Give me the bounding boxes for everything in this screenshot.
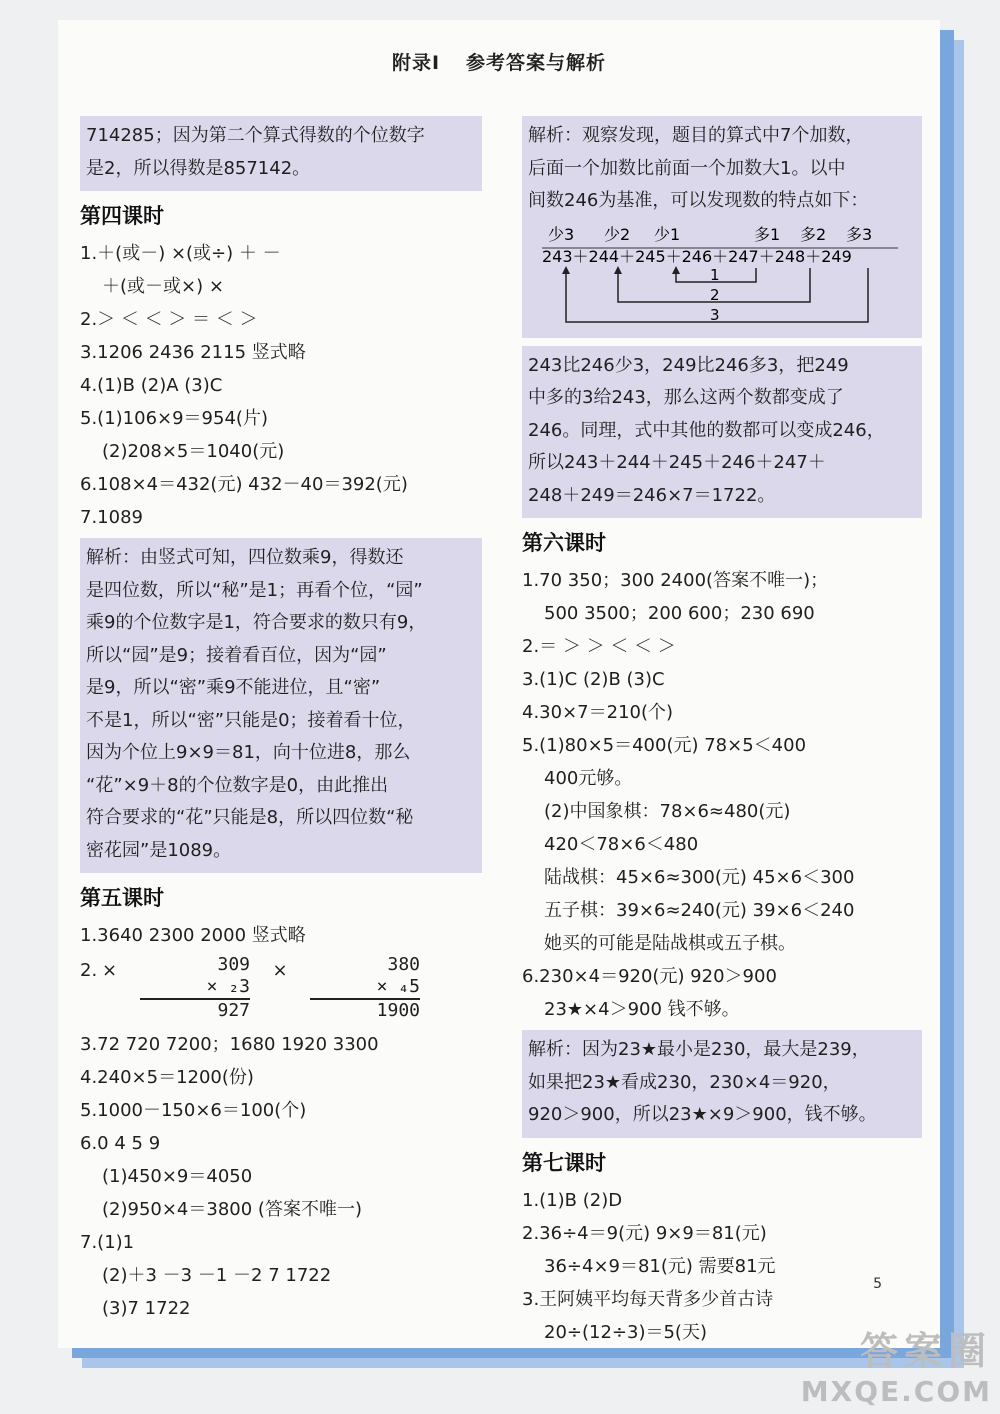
q2-label: 2.	[80, 960, 98, 981]
answer-line: 1.3640 2300 2000 竖式略	[80, 925, 306, 946]
answer-line: 3.72 720 7200；1680 1920 3300	[80, 1034, 379, 1055]
wrong-mark: ×	[272, 960, 288, 981]
page-number: 5	[873, 1276, 882, 1292]
diagram-num: 1	[710, 265, 720, 284]
multiplicand: 380	[387, 954, 420, 975]
answer-line: (2)＋3 －3 －1 －2 7 1722	[102, 1265, 332, 1286]
answer-line: 2.＝ ＞ ＞ ＜ ＜ ＞	[522, 636, 676, 657]
answer-line: 五子棋：39×6≈240(元) 39×6＜240	[544, 900, 855, 921]
text-line: 248＋249＝246×7＝1722。	[528, 484, 776, 506]
answer-line: 4.240×5＝1200(份)	[80, 1067, 254, 1088]
answer-line: 500 3500；200 600；230 690	[544, 603, 815, 624]
diagram-label: 少3	[548, 224, 575, 244]
answer-line: 3.(1)C (2)B (3)C	[522, 669, 665, 690]
answer-line: 陆战棋：45×6≈300(元) 45×6＜300	[544, 867, 855, 888]
text-line: 243比246少3，249比246多3，把249	[528, 354, 849, 376]
diagram-label: 多1	[754, 224, 781, 244]
text-line: 所以243＋244＋245＋246＋247＋	[528, 452, 826, 473]
text-line: 后面一个加数比前面一个加数大1。以中	[528, 157, 846, 179]
diagram-expression: 243＋244＋245＋246＋247＋248＋249	[542, 246, 852, 266]
right-column	[522, 112, 922, 1349]
text-line: 密花园”是1089。	[86, 839, 232, 861]
watermark-title: 答案圈	[859, 1329, 992, 1373]
analysis-box-sum	[522, 346, 922, 519]
diagram-num: 3	[710, 305, 720, 324]
vertical-multiplication-1	[140, 954, 250, 1022]
answer-line: (2)中国象棋：78×6≈480(元)	[544, 801, 791, 822]
text-line: 中多的3给243，那么这两个数都变成了	[528, 387, 844, 408]
vertical-multiplication-2	[310, 954, 420, 1022]
page-header	[58, 48, 940, 75]
multiplier: × ₂3	[140, 976, 250, 1000]
answer-line: 5.1000－150×6＝100(个)	[80, 1100, 307, 1121]
text-line: 符合要求的“花”只能是8，所以四位数“秘	[86, 807, 414, 828]
analysis-box-pattern	[522, 116, 922, 338]
text-line: 解析：观察发现，题目的算式中7个加数，	[528, 125, 864, 146]
analysis-box-lesson4	[80, 538, 482, 873]
answer-line: (1)450×9＝4050	[102, 1166, 253, 1187]
text-line: 所以“园”是9；接着看百位，因为“园”	[86, 644, 387, 666]
answer-line: 5.(1)106×9＝954(片)	[80, 408, 268, 429]
answer-line: 7.(1)1	[80, 1232, 135, 1253]
answer-line: 1.＋(或－) ×(或÷) ＋ －	[80, 243, 281, 264]
answer-line: 3.1206 2436 2115 竖式略	[80, 342, 306, 363]
answer-line: ＋(或－或×) ×	[102, 276, 224, 297]
answer-page	[58, 20, 940, 1348]
analysis-box-continued	[80, 116, 482, 191]
lesson-4-title: 第四课时	[80, 204, 164, 228]
text-line: 是9，所以“密”乘9不能进位，且“密”	[86, 677, 381, 698]
answer-line: (2)950×4＝3800 (答案不唯一)	[102, 1199, 362, 1220]
text-line: “花”×9＋8的个位数字是0，由此推出	[86, 774, 389, 796]
text-line: 解析：因为23★最小是230，最大是239，	[528, 1039, 870, 1060]
answer-line: 2.＞ ＜ ＜ ＞ ＝ ＜ ＞	[80, 309, 258, 330]
product: 1900	[376, 1000, 420, 1021]
lesson-6-title: 第六课时	[522, 531, 606, 555]
wrong-mark: ×	[102, 960, 118, 981]
answer-line: 5.(1)80×5＝400(元) 78×5＜400	[522, 735, 807, 756]
answer-line: 2.36÷4＝9(元) 9×9＝81(元)	[522, 1222, 767, 1244]
lesson-7-title: 第七课时	[522, 1150, 606, 1175]
text-line: 如果把23★看成230，230×4＝920，	[528, 1071, 841, 1093]
pairing-diagram	[528, 218, 916, 330]
answer-line: (2)208×5＝1040(元)	[102, 441, 285, 462]
diagram-label: 少1	[654, 224, 681, 244]
header-section: 附录Ⅰ	[391, 52, 441, 74]
text-line: 920＞900，所以23★×9＞900，钱不够。	[528, 1104, 877, 1125]
answer-line: 420＜78×6＜480	[544, 834, 699, 855]
watermark-url: MXQE.COM	[800, 1375, 992, 1408]
product: 927	[217, 1000, 250, 1021]
text-line: 乘9的个位数字是1，符合要求的数只有9，	[86, 612, 427, 633]
answer-line: 她买的可能是陆战棋或五子棋。	[544, 933, 796, 954]
vertical-multiplication-row	[80, 954, 482, 1022]
answer-line: 6.108×4＝432(元) 432－40＝392(元)	[80, 474, 408, 495]
diagram-label: 多2	[800, 224, 827, 244]
answer-line: 1.(1)B (2)D	[522, 1189, 623, 1211]
answer-line: 1.70 350；300 2400(答案不唯一)；	[522, 570, 829, 591]
header-title: 参考答案与解析	[466, 52, 607, 74]
site-watermark	[801, 1320, 992, 1408]
answer-line: 23★×4＞900 钱不够。	[544, 999, 740, 1020]
diagram-num: 2	[710, 285, 720, 304]
text-line: 714285；因为第二个算式得数的个位数字	[86, 125, 425, 146]
text-line: 246。同理，式中其他的数都可以变成246，	[528, 419, 885, 441]
text-line: 是四位数，所以“秘”是1；再看个位，“园”	[86, 579, 423, 601]
multiplier: × ₄5	[310, 976, 420, 1000]
answer-line: 400元够。	[544, 768, 633, 789]
text-line: 间数246为基准，可以发现数的特点如下：	[528, 190, 869, 211]
diagram-label: 多3	[846, 224, 873, 244]
answer-line: 36÷4×9＝81(元) 需要81元	[544, 1255, 776, 1277]
answer-line: 4.30×7＝210(个)	[522, 702, 674, 723]
answer-line: (3)7 1722	[102, 1298, 191, 1319]
answer-line: 6.0 4 5 9	[80, 1133, 161, 1154]
answer-line: 7.1089	[80, 507, 143, 528]
answer-line: 20÷(12÷3)＝5(天)	[544, 1321, 707, 1343]
answer-line: 6.230×4＝920(元) 920＞900	[522, 966, 777, 987]
lesson-5-title: 第五课时	[80, 886, 164, 910]
answer-line: 3.王阿姨平均每天背多少首古诗	[522, 1288, 774, 1310]
text-line: 不是1，所以“密”只能是0；接着看十位，	[86, 709, 416, 731]
text-line: 因为个位上9×9＝81，向十位进8，那么	[86, 742, 411, 763]
diagram-label: 少2	[604, 224, 631, 244]
multiplicand: 309	[217, 954, 250, 975]
text-line: 是2，所以得数是857142。	[86, 157, 311, 179]
text-line: 解析：由竖式可知，四位数乘9，得数还	[86, 547, 404, 568]
left-column	[80, 112, 482, 1325]
analysis-box-lesson6	[522, 1030, 922, 1138]
answer-line: 4.(1)B (2)A (3)C	[80, 375, 223, 396]
